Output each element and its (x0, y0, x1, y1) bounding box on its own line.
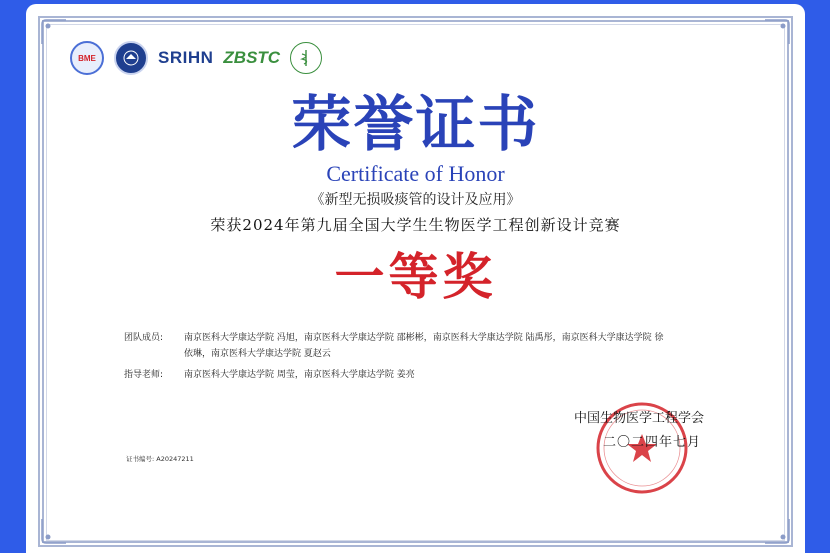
advisors (124, 367, 724, 383)
prize-level: 一等奖 (334, 247, 497, 306)
advisor-label: 指导老师: (124, 370, 164, 380)
zbstc-logo: ZBSTC (223, 48, 281, 67)
medical-society-emblem-icon (290, 42, 322, 74)
advisors-value: 南京医科大学康达学院 周莹，南京医科大学康达学院 姜亮 (184, 370, 415, 380)
srihn-logo: SRIHN (158, 48, 214, 67)
corner-ornament-icon (40, 18, 68, 46)
corner-ornament-icon (763, 18, 791, 46)
corner-ornament-icon (40, 517, 68, 545)
university-emblem-icon (114, 41, 148, 75)
sponsor-logos (70, 40, 322, 76)
team-label: 团队成员: (124, 333, 164, 343)
certificate-page (26, 4, 805, 553)
corner-ornament-icon (763, 517, 791, 545)
issue-date: 二〇二四年七月 (603, 435, 702, 450)
certificate-title-english: Certificate of Honor (326, 161, 505, 186)
team-members-value: 南京医科大学康达学院 冯旭，南京医科大学康达学院 邵彬彬，南京医科大学康达学院 陆禹彤，南京医科大学康达学院 徐 依琳，南京医科大学康达学院 夏赵云 (184, 333, 664, 359)
award-description: 荣获2024年第九届全国大学生生物医学工程创新设计竞赛 (210, 216, 621, 234)
certificate-number: 证书编号: A20247211 (126, 455, 194, 463)
bme-logo: BME (70, 41, 104, 75)
team-members (124, 330, 724, 362)
certificate-title: 荣誉证书 (291, 90, 540, 160)
issuing-organization: 中国生物医学工程学会 (574, 411, 705, 426)
project-name: 《新型无损吸痰管的设计及应用》 (310, 192, 521, 208)
